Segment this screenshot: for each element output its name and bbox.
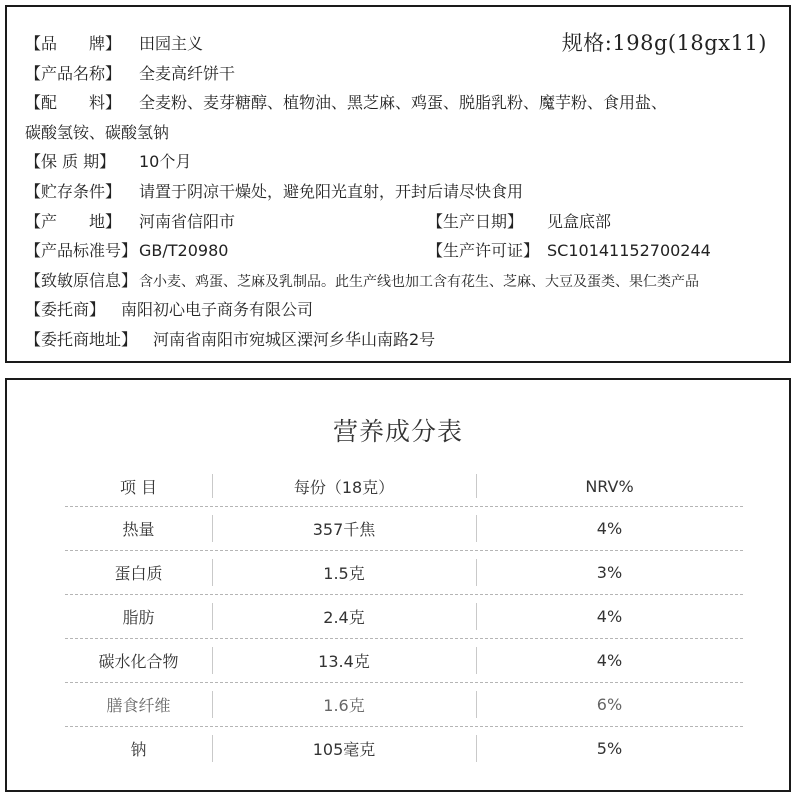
info-label: 【品 牌】	[25, 34, 122, 53]
info-value: SC10141152700244	[547, 241, 711, 261]
row-amount: 105毫克	[212, 727, 476, 770]
info-row-ingredients-cont	[25, 118, 779, 148]
info-value: GB/T20980	[139, 241, 229, 261]
table-row	[65, 595, 743, 639]
info-row-ingredients	[25, 88, 779, 118]
row-item: 热量	[122, 520, 155, 539]
info-value: 河南省信阳市	[139, 211, 236, 231]
row-item: 碳水化合物	[98, 652, 179, 671]
info-label: 【配 料】	[25, 93, 122, 113]
header-item: 项 目	[119, 477, 158, 497]
info-value: 南阳初心电子商务有限公司	[121, 300, 314, 320]
info-row-product-name	[25, 59, 779, 89]
info-right-production-date	[427, 207, 611, 237]
row-nrv: 6%	[476, 683, 743, 726]
info-rows	[25, 29, 779, 355]
info-row-origin	[25, 207, 779, 237]
table-row	[65, 551, 743, 595]
nutrition-table	[65, 466, 743, 770]
info-row-client	[25, 295, 779, 325]
info-label: 【产品名称】	[25, 63, 122, 83]
info-value: 全麦粉、麦芽糖醇、植物油、黑芝麻、鸡蛋、脱脂乳粉、魔芋粉、食用盐、	[139, 93, 668, 113]
info-label: 【贮存条件】	[25, 181, 122, 201]
row-item: 脂肪	[122, 608, 155, 627]
info-label: 【产 地】	[25, 211, 122, 231]
table-row	[65, 507, 743, 551]
row-amount: 2.4克	[212, 595, 476, 638]
header-per-serving: 每份（18克）	[212, 466, 476, 506]
info-label: 【生产许可证】	[427, 241, 540, 261]
table-row	[65, 683, 743, 727]
table-row	[65, 639, 743, 683]
row-nrv: 5%	[476, 727, 743, 770]
info-value: 河南省南阳市宛城区溧河乡华山南路2号	[153, 329, 436, 349]
row-item: 钠	[130, 740, 147, 759]
info-value: 全麦高纤饼干	[139, 63, 236, 83]
info-row-storage	[25, 177, 779, 207]
row-nrv: 4%	[476, 639, 743, 682]
product-info-box	[5, 5, 791, 363]
info-row-allergen	[25, 266, 779, 296]
info-label: 【产品标准号】	[25, 241, 138, 261]
info-label: 【保 质 期】	[25, 152, 116, 172]
info-label: 【委托商地址】	[25, 329, 138, 349]
info-label: 【委托商】	[25, 300, 106, 320]
header-nrv: NRV%	[476, 466, 743, 506]
row-amount: 1.5克	[212, 551, 476, 594]
info-value: 田园主义	[139, 34, 204, 53]
row-item: 膳食纤维	[106, 696, 171, 715]
info-row-standard	[25, 236, 779, 266]
info-row-client-address	[25, 325, 779, 355]
info-value: 请置于阴凉干燥处，避免阳光直射，开封后请尽快食用	[139, 181, 524, 201]
row-amount: 1.6克	[212, 683, 476, 726]
row-amount: 13.4克	[212, 639, 476, 682]
nutrition-box	[5, 378, 791, 792]
table-row	[65, 727, 743, 770]
nutrition-title: 营养成分表	[332, 417, 463, 446]
info-value: 含小麦、鸡蛋、芝麻及乳制品。此生产线也加工含有花生、芝麻、大豆及蛋类、果仁类产品	[139, 273, 699, 290]
info-value: 见盒底部	[547, 211, 612, 231]
info-row-brand	[25, 29, 779, 59]
row-nrv: 3%	[476, 551, 743, 594]
info-value: 10个月	[139, 152, 192, 172]
row-nrv: 4%	[476, 507, 743, 550]
info-label: 【生产日期】	[427, 211, 524, 231]
info-label: 【致敏原信息】	[25, 270, 138, 290]
table-header-row	[65, 466, 743, 507]
row-amount: 357千焦	[212, 507, 476, 550]
info-row-shelf-life	[25, 147, 779, 177]
spec-label: 规格:198g(18gx11)	[561, 31, 767, 55]
row-item: 蛋白质	[114, 564, 163, 583]
info-value: 碳酸氢铵、碳酸氢钠	[25, 122, 170, 142]
info-right-license	[427, 236, 711, 266]
row-nrv: 4%	[476, 595, 743, 638]
